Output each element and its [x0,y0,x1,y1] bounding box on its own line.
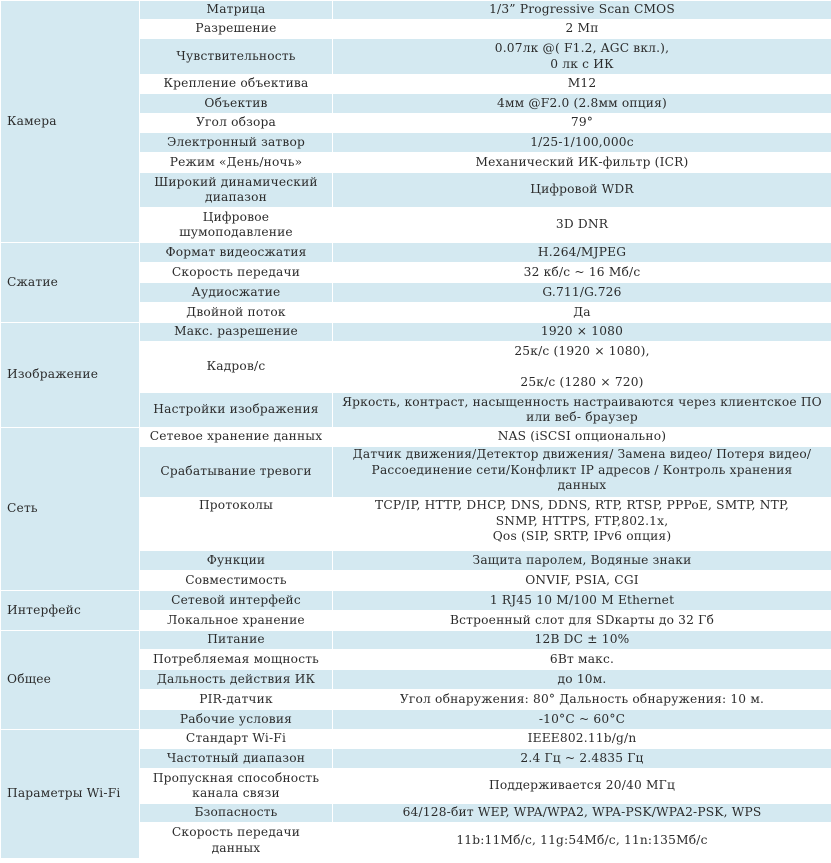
spec-label: Срабатывание тревоги [140,447,333,498]
section-name: Интерфейс [1,591,140,631]
spec-label: Сетевое хранение данных [140,428,333,447]
spec-value: 1/3” Progressive Scan CMOS [333,1,831,20]
spec-label: Рабочие условия [140,710,333,730]
spec-label: Чувствительность [140,39,333,75]
spec-value: Механический ИК-фильтр (ICR) [333,153,831,173]
section-name: Изображение [1,323,140,428]
spec-label: Макс. разрешение [140,323,333,342]
spec-value: IEEE802.11b/g/n [333,730,831,749]
spec-value: 32 кб/с ~ 16 Мб/с [333,263,831,283]
spec-label: Бзопасность [140,804,333,823]
spec-row [1,428,831,447]
spec-label: Стандарт Wi-Fi [140,730,333,749]
spec-label: Разрешение [140,20,333,39]
spec-label: Объектив [140,94,333,114]
spec-value: G.711/G.726 [333,283,831,303]
spec-label: Питание [140,631,333,650]
spec-value: 4мм @F2.0 (2.8мм опция) [333,94,831,114]
spec-value: H.264/MJPEG [333,243,831,263]
spec-label: Скорость передачи [140,263,333,283]
spec-label: Дальность действия ИК [140,670,333,690]
spec-label: Двойной поток [140,303,333,323]
section-name: Камера [1,1,140,243]
spec-value: 12В DC ± 10% [333,631,831,650]
section-name: Общее [1,631,140,730]
spec-value: Датчик движения/Детектор движения/ Замена видео/ Потеря видео/ Рассоединение сети/Конфликт IP адресов / Контроль хранения данных [333,447,831,498]
spec-label: Кадров/с [140,342,333,393]
spec-label: PIR-датчик [140,690,333,710]
spec-value: Угол обнаружения: 80° Дальность обнаружения: 10 м. [333,690,831,710]
spec-value: Яркость, контраст, насыщенность настраиваются через клиентское ПО или веб- браузер [333,393,831,428]
spec-value: 79° [333,114,831,133]
spec-value: 25к/с (1920 × 1080), 25к/с (1280 × 720) [333,342,831,393]
spec-label: Режим «День/ночь» [140,153,333,173]
spec-value: 2.4 Гц ~ 2.4835 Гц [333,749,831,769]
spec-label: Потребляемая мощность [140,650,333,670]
spec-row [1,591,831,611]
spec-label: Аудиосжатие [140,283,333,303]
spec-value: 64/128-бит WEP, WPA/WPA2, WPA-PSK/WPA2-PSK, WPS [333,804,831,823]
spec-label: Частотный диапазон [140,749,333,769]
spec-value: 1920 × 1080 [333,323,831,342]
spec-label: Матрица [140,1,333,20]
spec-value: 1 RJ45 10 M/100 M Ethernet [333,591,831,611]
spec-value: ONVIF, PSIA, CGI [333,571,831,591]
spec-label: Скорость передачи данных [140,823,333,859]
spec-row [1,243,831,263]
section-name: Сеть [1,428,140,591]
spec-label: Настройки изображения [140,393,333,428]
spec-value: M12 [333,75,831,94]
spec-label: Электронный затвор [140,133,333,153]
spec-row [1,631,831,650]
spec-row [1,730,831,749]
spec-value: 0.07лк @( F1.2, AGC вкл.), 0 лк с ИК [333,39,831,75]
spec-value: 6Вт макс. [333,650,831,670]
spec-value: 1/25-1/100,000c [333,133,831,153]
spec-value: Встроенный слот для SDкарты до 32 Гб [333,611,831,631]
spec-value: Да [333,303,831,323]
spec-label: Цифровое шумоподавление [140,208,333,243]
spec-label: Крепление объектива [140,75,333,94]
spec-label: Широкий динамический диапазон [140,173,333,208]
spec-label: Совместимость [140,571,333,591]
spec-value: Цифровой WDR [333,173,831,208]
spec-value: 11b:11Мб/с, 11g:54Мб/с, 11n:135Мб/с [333,823,831,859]
spec-row [1,1,831,20]
spec-label: Угол обзора [140,114,333,133]
spec-label: Протоколы [140,498,333,551]
spec-value: 2 Мп [333,20,831,39]
spec-value: Защита паролем, Водяные знаки [333,551,831,571]
section-name: Сжатие [1,243,140,323]
spec-label: Функции [140,551,333,571]
spec-value: NAS (iSCSI опционально) [333,428,831,447]
spec-value: Поддерживается 20/40 МГц [333,769,831,804]
spec-label: Локальное хранение [140,611,333,631]
spec-row [1,323,831,342]
spec-label: Пропускная способность канала связи [140,769,333,804]
section-name: Параметры Wi-Fi [1,730,140,859]
spec-table-body [1,1,831,859]
spec-label: Формат видеосжатия [140,243,333,263]
spec-value: -10°C ~ 60°C [333,710,831,730]
spec-label: Сетевой интерфейс [140,591,333,611]
spec-value: TCP/IP, HTTP, DHCP, DNS, DDNS, RTP, RTSP, PPPoE, SMTP, NTP, SNMP, HTTPS, FTP,802.1x, Qos (SIP, SRTP, IPv6 опция) [333,498,831,551]
spec-value: 3D DNR [333,208,831,243]
spec-value: до 10м. [333,670,831,690]
